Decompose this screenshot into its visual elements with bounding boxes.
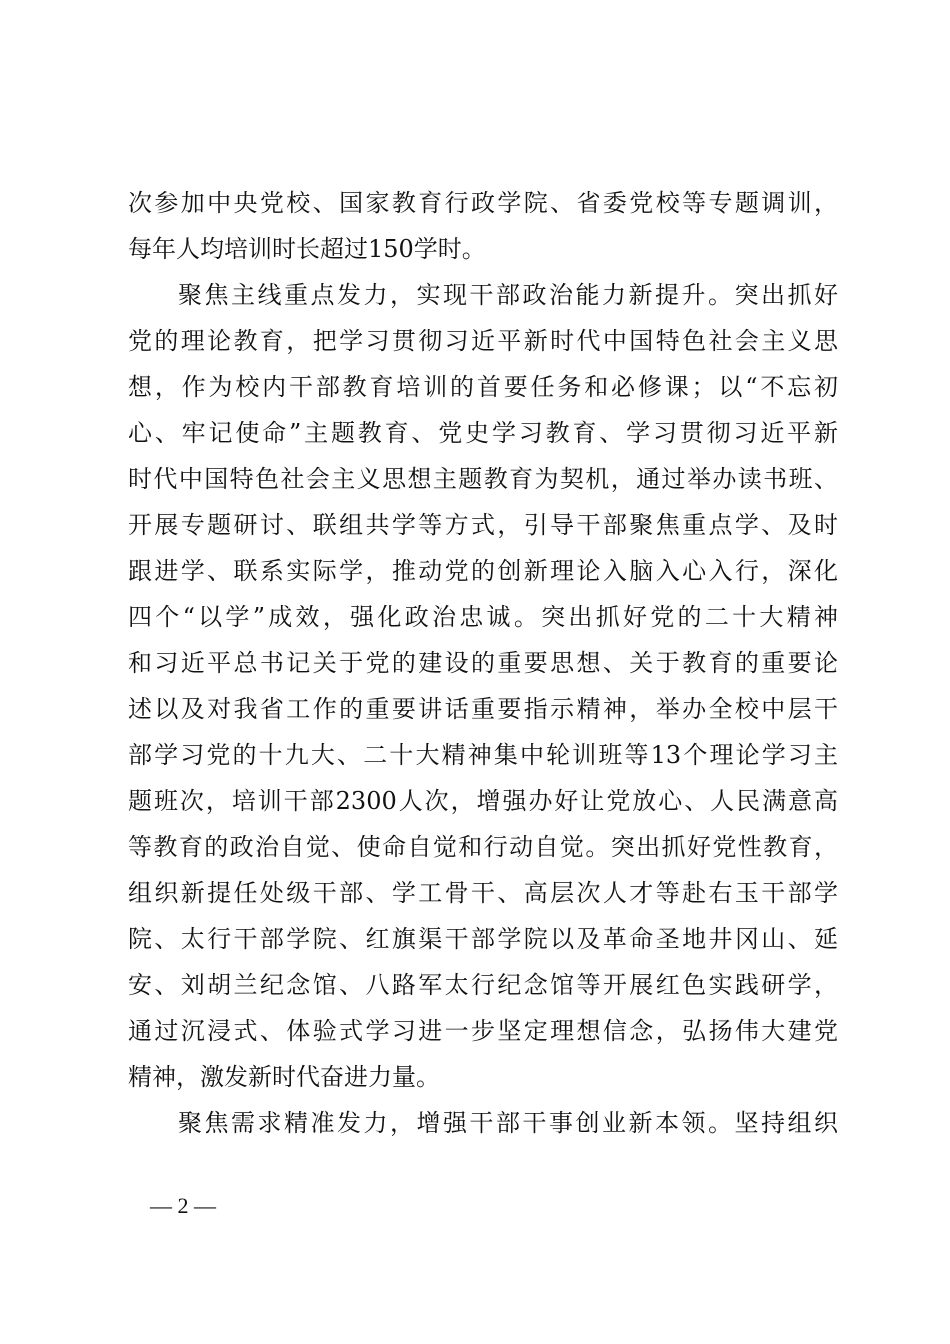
text-line: 开展专题研讨、联组共学等方式，引导干部聚焦重点学、及时	[128, 511, 838, 539]
text-line: 次参加中央党校、国家教育行政学院、省委党校等专题调训，	[128, 189, 838, 217]
text-line: 聚焦主线重点发力，实现干部政治能力新提升。突出抓好	[178, 281, 838, 309]
text-line: 四个“以学”成效，强化政治忠诚。突出抓好党的二十大精神	[128, 603, 838, 631]
text-line: 述以及对我省工作的重要讲话重要指示精神，举办全校中层干	[128, 695, 838, 723]
text-line: 通过沉浸式、体验式学习进一步坚定理想信念，弘扬伟大建党	[128, 1017, 838, 1045]
text-line: 聚焦需求精准发力，增强干部干事创业新本领。坚持组织	[178, 1109, 838, 1137]
text-line: 组织新提任处级干部、学工骨干、高层次人才等赴右玉干部学	[128, 879, 838, 907]
text-line: 想，作为校内干部教育培训的首要任务和必修课；以“不忘初	[128, 373, 838, 401]
text-line: 和习近平总书记关于党的建设的重要思想、关于教育的重要论	[128, 649, 838, 677]
page-number: — 2 —	[150, 1193, 216, 1218]
text-line: 题班次，培训干部2300人次，增强办好让党放心、人民满意高	[128, 787, 838, 815]
text-line: 等教育的政治自觉、使命自觉和行动自觉。突出抓好党性教育，	[128, 833, 838, 861]
text-line: 跟进学、联系实际学，推动党的创新理论入脑入心入行，深化	[128, 557, 838, 585]
text-line: 时代中国特色社会主义思想主题教育为契机，通过举办读书班、	[128, 465, 838, 493]
text-line: 心、牢记使命”主题教育、党史学习教育、学习贯彻习近平新	[128, 419, 838, 447]
text-line: 精神，激发新时代奋进力量。	[128, 1063, 440, 1091]
text-line: 部学习党的十九大、二十大精神集中轮训班等13个理论学习主	[128, 741, 838, 769]
text-line: 党的理论教育，把学习贯彻习近平新时代中国特色社会主义思	[128, 327, 838, 355]
text-line: 每年人均培训时长超过150学时。	[128, 235, 486, 263]
body-text	[128, 180, 838, 1146]
text-line: 院、太行干部学院、红旗渠干部学院以及革命圣地井冈山、延	[128, 925, 838, 953]
text-line: 安、刘胡兰纪念馆、八路军太行纪念馆等开展红色实践研学，	[128, 971, 838, 999]
